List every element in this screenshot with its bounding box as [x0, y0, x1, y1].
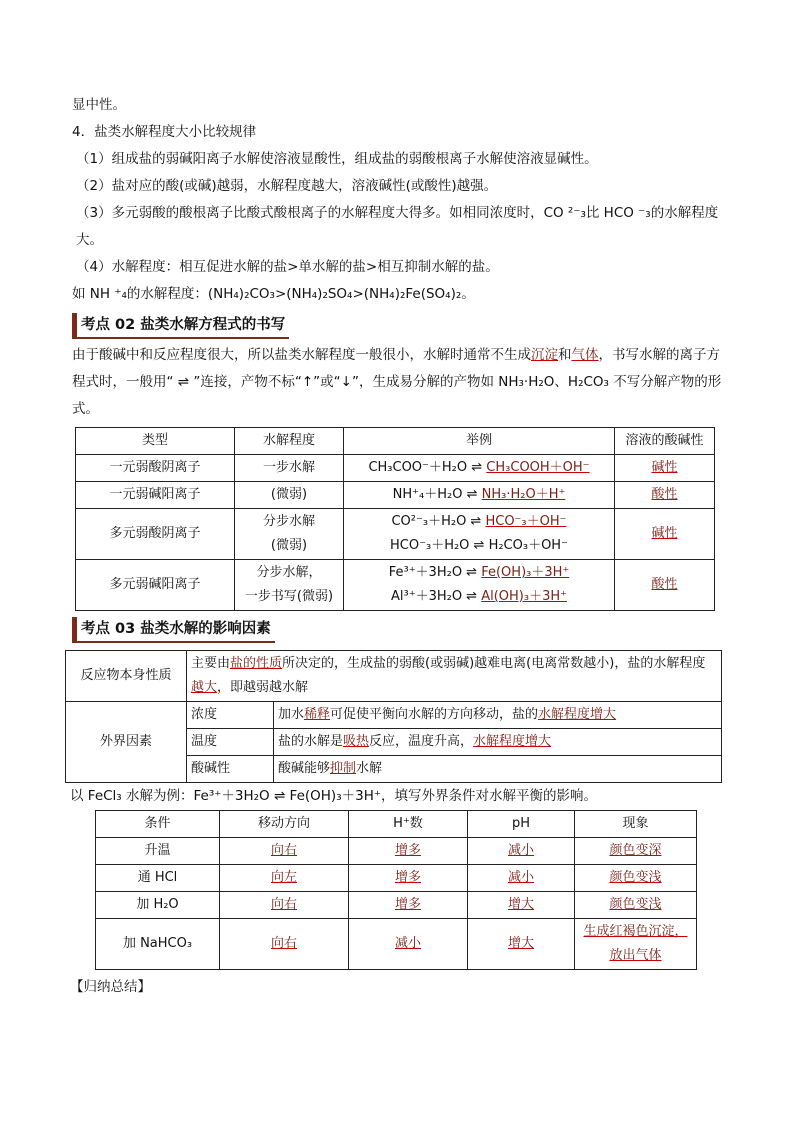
blank-answer: 碱性 — [651, 460, 678, 475]
blank-answer: 生成红褐色沉淀，放出气体 — [583, 924, 688, 963]
section-2-heading: 考点 02 盐类水解方程式的书写 — [72, 313, 289, 339]
header-cell: 举例 — [344, 428, 615, 455]
equation-text: CH₃COO⁻＋H₂O ⇌ — [368, 460, 487, 475]
para-text: 酸碱能够 — [278, 761, 331, 776]
answer-cell — [468, 919, 575, 970]
para-text: ，书写水解的离子方程式时，一般用“ ⇌ ”连接，产物不标“↑”或“↓”，生成易分解的产物如 NH₃·H₂O、H₂CO₃ 不写分解产物的形式。 — [72, 347, 722, 417]
blank-answer: NH₃·H₂O＋H⁺ — [481, 487, 566, 502]
blank-answer: 向右 — [270, 897, 297, 912]
factor-cell: 温度 — [187, 729, 274, 756]
blank-answer: 增大 — [507, 936, 534, 951]
degree-line: 分步水解， — [256, 565, 322, 580]
para-text: 加水 — [278, 707, 305, 722]
blank-answer: 向右 — [270, 936, 297, 951]
blank-answer: 水解程度增大 — [473, 734, 552, 749]
table-row — [96, 892, 697, 919]
table-row — [96, 865, 697, 892]
label-cell: 反应物本身性质 — [66, 651, 187, 702]
header-cell: 溶液的酸碱性 — [615, 428, 715, 455]
blank-answer: 越大 — [191, 680, 218, 695]
blank-answer: 稀释 — [304, 707, 331, 722]
header-cell: pH — [468, 811, 575, 838]
degree-cell: 一步水解 — [235, 455, 344, 482]
table-row — [96, 838, 697, 865]
answer-cell — [468, 838, 575, 865]
rule-title: 4．盐类水解程度大小比较规律 — [72, 124, 257, 140]
type-cell: 多元弱碱阳离子 — [76, 560, 235, 611]
blank-answer: 减小 — [394, 936, 421, 951]
answer-cell — [575, 838, 697, 865]
equation-text: Fe³⁺＋3H₂O ⇌ — [388, 565, 482, 580]
degree-line: 一步书写(微弱) — [244, 589, 334, 604]
answer-cell — [220, 838, 349, 865]
header-cell: 条件 — [96, 811, 220, 838]
answer-cell — [349, 865, 468, 892]
table-row — [96, 919, 697, 970]
degree-cell — [235, 509, 344, 560]
content-cell — [274, 756, 722, 783]
blank-answer: 颜色变浅 — [609, 870, 662, 885]
para-text: 水解 — [356, 761, 383, 776]
fecl3-line: 以 FeCl₃ 水解为例：Fe³⁺＋3H₂O ⇌ Fe(OH)₃＋3H⁺，填写外界条件对水解平衡的影响。 — [70, 788, 597, 804]
answer-cell — [468, 892, 575, 919]
content-cell — [187, 651, 722, 702]
blank-answer: 沉淀 — [531, 347, 558, 363]
blank-answer: 碱性 — [651, 526, 678, 541]
nature-cell — [615, 455, 715, 482]
example-cell — [344, 560, 615, 611]
answer-cell — [575, 892, 697, 919]
blank-answer: 酸性 — [651, 577, 678, 592]
label-cell: 外界因素 — [66, 702, 187, 783]
header-cell: 移动方向 — [220, 811, 349, 838]
answer-cell — [349, 919, 468, 970]
para-text: 主要由 — [191, 656, 231, 671]
blank-answer: 抑制 — [330, 761, 357, 776]
blank-answer: 颜色变浅 — [609, 897, 662, 912]
influence-factor-table — [65, 650, 722, 783]
factor-cell: 浓度 — [187, 702, 274, 729]
table-row — [66, 702, 722, 729]
example-cell — [344, 455, 615, 482]
hydrolysis-equation-table — [75, 427, 715, 611]
table-row — [76, 509, 715, 560]
blank-answer: 增多 — [394, 870, 421, 885]
equation-text: HCO⁻₃＋H₂O ⇌ H₂CO₃＋OH⁻ — [390, 538, 568, 553]
blank-answer: 盐的性质 — [230, 656, 283, 671]
para-text: 和 — [558, 347, 572, 363]
nature-cell — [615, 482, 715, 509]
para-text: 盐的水解是 — [278, 734, 344, 749]
degree-cell — [235, 560, 344, 611]
blank-answer: 减小 — [507, 843, 534, 858]
blank-answer: 向左 — [270, 870, 297, 885]
para-text: 反应，温度升高， — [369, 734, 474, 749]
condition-cell: 通 HCl — [96, 865, 220, 892]
table-header-row — [76, 428, 715, 455]
type-cell: 一元弱碱阳离子 — [76, 482, 235, 509]
para-text: 可促使平衡向水解的方向移动，盐的 — [330, 707, 539, 722]
summary-heading: 【归纳总结】 — [70, 979, 151, 995]
header-cell: 现象 — [575, 811, 697, 838]
blank-answer: 气体 — [571, 347, 599, 363]
table-header-row — [96, 811, 697, 838]
nature-cell — [615, 560, 715, 611]
equation-text: CO²⁻₃＋H₂O ⇌ — [391, 514, 486, 529]
blank-answer: 增大 — [507, 897, 534, 912]
answer-cell — [349, 838, 468, 865]
blank-answer: 吸热 — [343, 734, 370, 749]
equation-text: Al³⁺＋3H₂O ⇌ — [390, 589, 482, 604]
answer-cell — [468, 865, 575, 892]
header-cell: 水解程度 — [235, 428, 344, 455]
answer-cell — [575, 865, 697, 892]
blank-answer: 酸性 — [651, 487, 678, 502]
condition-cell: 升温 — [96, 838, 220, 865]
section-3-heading: 考点 03 盐类水解的影响因素 — [72, 617, 275, 643]
para-text: 所决定的，生成盐的弱酸(或弱碱)越难电离(电离常数越小)，盐的水解程度 — [282, 656, 706, 671]
example-cell — [344, 509, 615, 560]
answer-cell — [220, 919, 349, 970]
table-row — [76, 482, 715, 509]
nature-cell — [615, 509, 715, 560]
para-text: ，即越弱越水解 — [217, 680, 309, 695]
condition-cell: 加 H₂O — [96, 892, 220, 919]
rule-2: （2）盐对应的酸(或碱)越弱，水解程度越大，溶液碱性(或酸性)越强。 — [76, 178, 498, 194]
header-cell: H⁺数 — [349, 811, 468, 838]
factor-cell: 酸碱性 — [187, 756, 274, 783]
blank-answer: 减小 — [507, 870, 534, 885]
table-row — [76, 560, 715, 611]
answer-cell — [220, 892, 349, 919]
blank-answer: 水解程度增大 — [538, 707, 617, 722]
degree-line: 分步水解 — [262, 514, 315, 529]
blank-answer: Fe(OH)₃＋3H⁺ — [481, 565, 570, 580]
para-text: 由于酸碱中和反应程度很大，所以盐类水解程度一般很小，水解时通常不生成 — [72, 347, 531, 363]
blank-answer: HCO⁻₃＋OH⁻ — [485, 514, 567, 529]
example-cell — [344, 482, 615, 509]
degree-line: (微弱) — [270, 538, 308, 553]
header-cell: 类型 — [76, 428, 235, 455]
equation-text: NH⁺₄＋H₂O ⇌ — [392, 487, 482, 502]
section-2-paragraph — [72, 342, 724, 423]
blank-answer: 颜色变深 — [609, 843, 662, 858]
blank-answer: 增多 — [394, 843, 421, 858]
rule-4: （4）水解程度：相互促进水解的盐>单水解的盐>相互抑制水解的盐。 — [76, 259, 499, 275]
rule-3: （3）多元弱酸的酸根离子比酸式酸根离子的水解程度大得多。如相同浓度时，CO ²⁻₃比 HCO ⁻₃的水解程度大。 — [76, 205, 719, 248]
type-cell: 多元弱酸阴离子 — [76, 509, 235, 560]
content-cell — [274, 729, 722, 756]
answer-cell — [220, 865, 349, 892]
type-cell: 一元弱酸阴离子 — [76, 455, 235, 482]
condition-cell: 加 NaHCO₃ — [96, 919, 220, 970]
example-line: 如 NH ⁺₄的水解程度：(NH₄)₂CO₃>(NH₄)₂SO₄>(NH₄)₂Fe(SO₄)₂。 — [72, 286, 475, 302]
intro-text: 显中性。 — [72, 97, 126, 113]
blank-answer: Al(OH)₃＋3H⁺ — [481, 589, 567, 604]
document-page — [72, 92, 724, 1001]
degree-cell: (微弱) — [235, 482, 344, 509]
rule-1: （1）组成盐的弱碱阳离子水解使溶液显酸性，组成盐的弱酸根离子水解使溶液显碱性。 — [76, 151, 598, 167]
blank-answer: 增多 — [394, 897, 421, 912]
answer-cell — [575, 919, 697, 970]
blank-answer: CH₃COOH＋OH⁻ — [486, 460, 590, 475]
blank-answer: 向右 — [270, 843, 297, 858]
table-row — [76, 455, 715, 482]
content-cell — [274, 702, 722, 729]
fecl3-condition-table — [95, 810, 697, 970]
table-row — [66, 651, 722, 702]
answer-cell — [349, 892, 468, 919]
